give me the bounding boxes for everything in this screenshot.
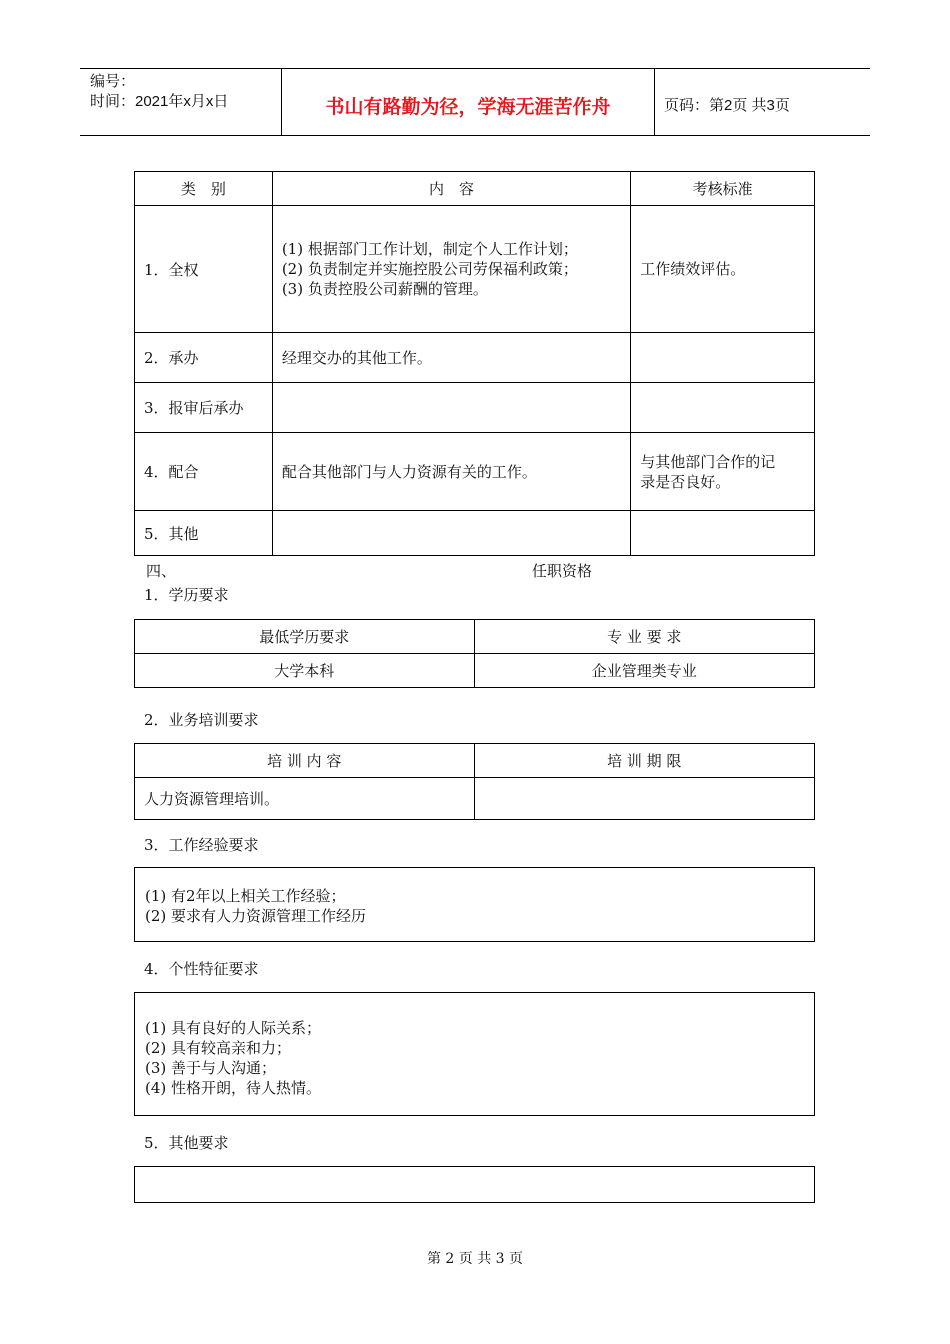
row-standard: [631, 433, 815, 511]
content-line: (3) 负责控股公司薪酬的管理。: [281, 280, 488, 298]
standard-line: 工作绩效评估。: [640, 260, 746, 278]
header-top-rule: [80, 68, 870, 69]
table-row: [135, 654, 815, 688]
standard-line: 录是否良好。: [640, 472, 731, 491]
table-row: [135, 333, 815, 383]
page-footer: 第 2 页 共 3 页: [426, 1251, 524, 1267]
row-category: 1．全权: [135, 206, 273, 333]
duty-table-header: [135, 172, 815, 206]
row-standard: [631, 511, 815, 556]
other-box: [134, 1166, 815, 1203]
header-divider-right: [654, 68, 655, 135]
section-title: 任职资格: [532, 562, 593, 580]
training-header-content: 培 训 内 容: [135, 744, 475, 778]
header-meta: [90, 72, 228, 112]
other-heading: 5．其他要求: [144, 1134, 229, 1152]
experience-box: [134, 867, 815, 942]
section-number: 四、: [146, 562, 177, 580]
table-row: [135, 778, 815, 820]
education-value-min: 大学本科: [135, 654, 475, 688]
personality-heading: 4．个性特征要求: [144, 960, 259, 978]
experience-heading: 3．工作经验要求: [144, 836, 259, 854]
personality-item: (3) 善于与人沟通；: [145, 1059, 277, 1077]
training-value-period: [474, 778, 815, 820]
row-category: 5．其他: [135, 511, 273, 556]
row-category: 4．配合: [135, 433, 273, 511]
header-category: 类 别: [135, 172, 273, 206]
row-standard: [631, 333, 815, 383]
header-content: 内 容: [272, 172, 630, 206]
header-standard: 考核标准: [631, 172, 815, 206]
content-line: (1) 根据部门工作计划，制定个人工作计划；: [281, 240, 578, 258]
training-value-content: 人力资源管理培训。: [135, 778, 475, 820]
duty-table: [134, 171, 815, 556]
experience-item: (2) 要求有人力资源管理工作经历: [145, 907, 367, 925]
row-content: [272, 511, 630, 556]
education-heading: 1．学历要求: [144, 586, 229, 604]
header-motto: 书山有路勤为径，学海无涯苦作舟: [325, 96, 611, 118]
table-row: [135, 744, 815, 778]
education-header-min: 最低学历要求: [135, 620, 475, 654]
table-row: [135, 511, 815, 556]
row-content: [272, 383, 630, 433]
personality-item: (2) 具有较高亲和力；: [145, 1039, 292, 1057]
header-page-info: 页码：第2页 共3页: [664, 97, 790, 114]
table-row: [135, 620, 815, 654]
standard-line: 与其他部门合作的记: [640, 452, 776, 471]
education-value-major: 企业管理类专业: [474, 654, 815, 688]
row-content: 配合其他部门与人力资源有关的工作。: [272, 433, 630, 511]
row-standard: [631, 206, 815, 333]
row-category: 3．报审后承办: [135, 383, 273, 433]
personality-item: (1) 具有良好的人际关系；: [145, 1019, 322, 1037]
training-header-period: 培 训 期 限: [474, 744, 815, 778]
content-line: (2) 负责制定并实施控股公司劳保福利政策；: [281, 260, 578, 278]
table-row: [135, 433, 815, 511]
row-content: [272, 206, 630, 333]
header-bottom-rule: [80, 135, 870, 136]
education-header-major: 专 业 要 求: [474, 620, 815, 654]
document-time: 时间：2021年x月x日: [90, 93, 229, 110]
training-table: [134, 743, 815, 820]
education-table: [134, 619, 815, 688]
document-number-label: 编号：: [90, 73, 136, 90]
personality-box: [134, 992, 815, 1116]
row-content: 经理交办的其他工作。: [272, 333, 630, 383]
table-row: [135, 206, 815, 333]
table-row: [135, 383, 815, 433]
experience-item: (1) 有2年以上相关工作经验；: [145, 887, 346, 905]
training-heading: 2．业务培训要求: [144, 711, 259, 729]
row-standard: [631, 383, 815, 433]
personality-item: (4) 性格开朗，待人热情。: [145, 1079, 322, 1097]
row-category: 2．承办: [135, 333, 273, 383]
